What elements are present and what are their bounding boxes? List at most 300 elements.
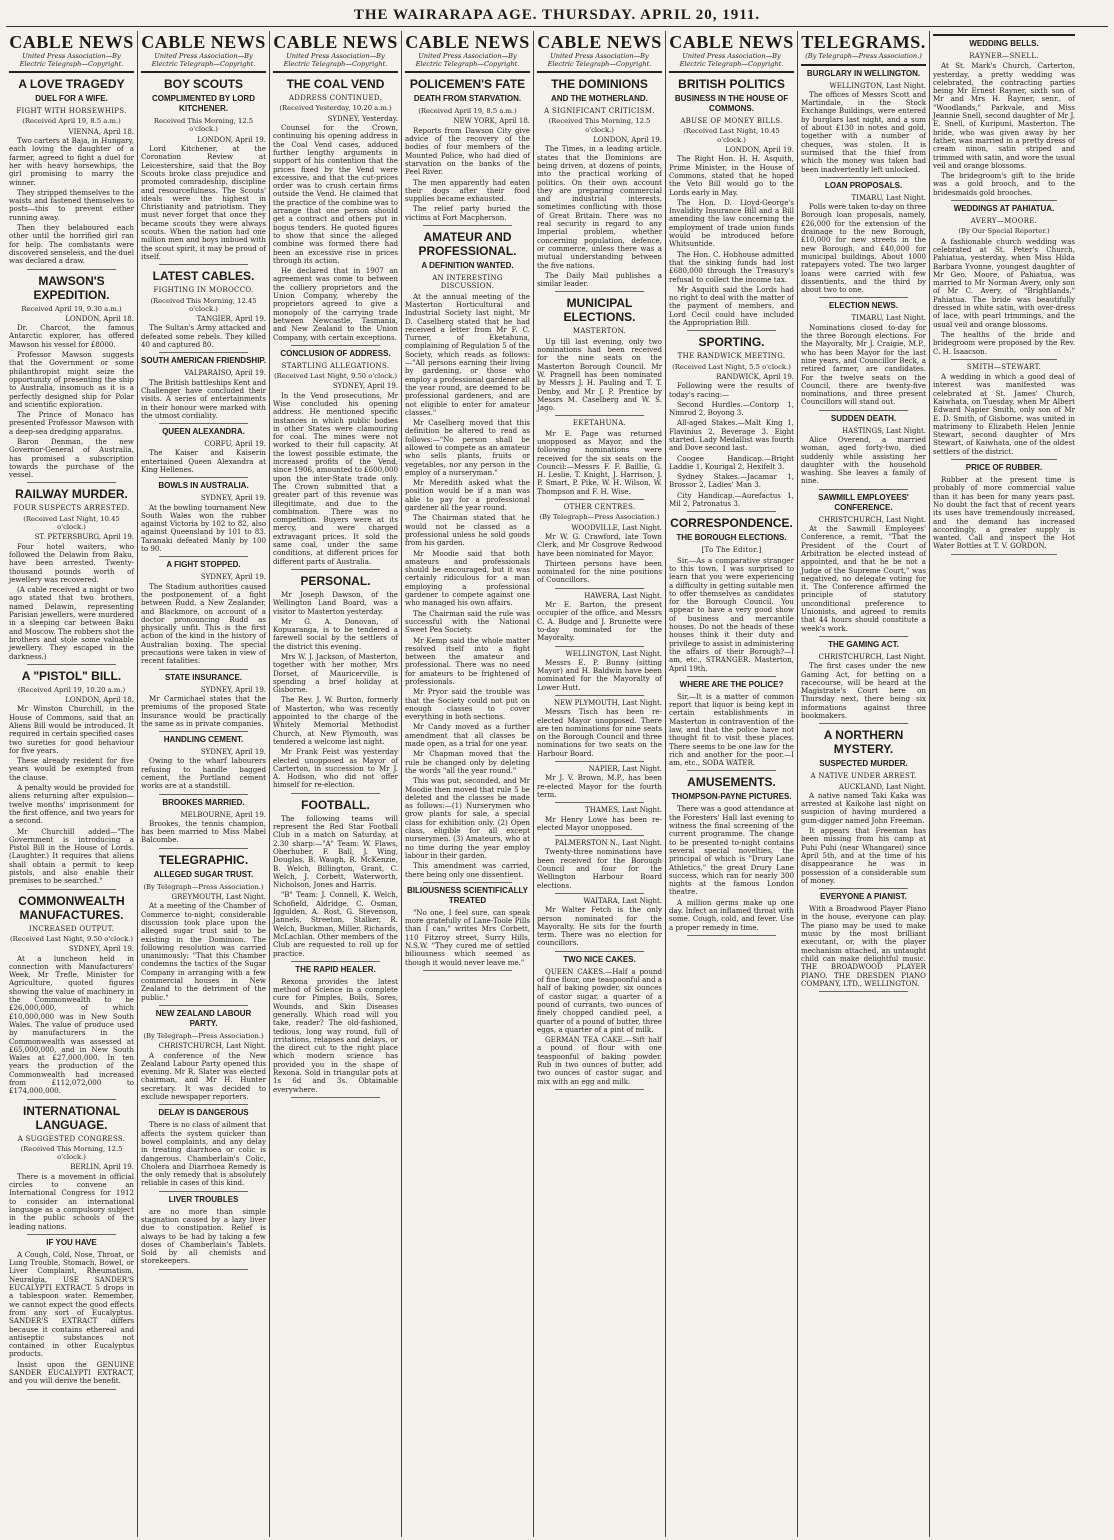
dateline: CHRISTCHURCH, Last Night. [158,1042,266,1051]
article-subhead: WEDDINGS AT PAHIATUA. [953,204,1055,214]
article-paragraph: Mr E. Page was returned unopposed as Mayor, and the following nominations were received for the six seats on the Council:—Messrs F. F. Baillie, G. H. Leslie, T. Knight, J. Harrison, J. P. Smart, P. Pike, W. H. Wilson, W. Thompson and F. H. Wise. [537,428,662,496]
article [273,574,398,794]
article-divider [291,793,380,794]
article-kicker: OTHER CENTRES. [563,503,636,512]
article [141,77,266,265]
article-divider [687,770,776,771]
article-subhead: AND THE MOTHERLAND. [551,94,648,104]
article [273,798,398,962]
article [141,427,266,478]
article-paragraph: At the annual meeting of the Masterton Horticultural and Industrial Society last night, Mr D. Caselberg stated that he had received a letter from Mr F. C. Turner, of Eketahuna, complaining of Regulation 5 of the Society, which reads as follows:—"All persons earning their living by gardening, or those who employ a professional gardener all the year round, are deemed to be professional gardeners, and are not eligible to enter for amateur classes." [405,291,530,417]
article-paragraph: The Rev. J. W. Burton, formerly of Masterton, who was recently appointed to the charge of the Whitely Memorial Methodist Church, at New Plymouth, was tendered a welcome last night. [273,695,398,746]
article-paragraph: Twenty-three nominations have been received for the Borough Council and four for the Wellington Harbour Board elections. [537,847,662,890]
article-paragraph: All-aged Stakes.—Malt King 1, Flavinius 2, Beverage 3. Eight started. Lady Medallist was fourth and Dove second last. [669,418,794,453]
article-paragraph: The Kaiser and Kaiserin entertained Queen Alexandra at King Hellenes. [141,448,266,474]
wire-credit: (By Telegraph—Press Association.) [805,52,922,60]
article [273,965,398,1098]
received-line: (Received April 19, 8.5 a.m.) [22,117,121,126]
article-subhead: LIVER TROUBLES [168,1194,239,1204]
article-divider [423,882,512,883]
dateline: SYDNEY, April 19. [68,945,134,954]
article [9,1104,134,1235]
article-divider [555,291,644,292]
article-divider [819,723,908,724]
article-kicker: ADDRESS CONTINUED. [288,94,383,103]
article-divider [951,200,1057,201]
dateline: WELLINGTON, Last Night. [565,649,662,658]
article [405,886,530,971]
article-kicker: EKETAHUNA. [572,419,627,428]
dateline: HASTINGS, Last Night. [842,426,926,435]
article [537,699,662,762]
article-divider [819,410,908,411]
article-subhead: THE GAMING ACT. [828,639,899,649]
article-subhead: SUDDEN DEATH. [830,413,897,423]
article [9,894,134,1100]
article [801,892,926,992]
dateline: LONDON, April 19. [725,146,794,155]
article-headline: THE COAL VEND [286,77,385,92]
article-divider [27,269,116,270]
article-paragraph: Sydney Stakes.—Jacamar 1, Brossor 2, Ladies' Man 3. [669,472,794,490]
received-line: (Received April 19, 10.20 a.m.) [17,685,126,694]
dateline: LONDON, April 19. [593,136,662,145]
article-paragraph: The Chairman stated that he would not be classed as a professional unless he sold goods from his garden. [405,513,530,548]
article-subhead: NEW ZEALAND LABOUR PARTY. [155,1008,252,1028]
article [801,493,926,637]
received-line: Received April 19, 9.30 a.m.) [21,304,122,313]
dateline: VALPARAISO, April 19. [184,369,266,378]
article-divider [819,177,908,178]
article-kicker: FIGHT WITH HORSEWHIPS. [16,107,127,116]
article [537,806,662,836]
article-paragraph: Two carters at Baja, in Hungary, each loving the daughter of a farmer, agreed to fight a duel for her with heavy horsewhips, the girl promising to marry the winner. [9,136,134,187]
article-paragraph: Mr Carmichael states that the premiums of the proposed State Insurance would be practically the same as in private companies. [141,693,266,728]
article-paragraph: At the Sawmill Employees' Conference, a remit, "That the President of the Court of Arbitration be elected instead of appointed, and that he be not a Judge of the Supreme Court," was negatived, no delegate voting for it. The Conference affirmed the principle of statutory unconditional preference to Unionists, and agreed to remits that 44 hours should constitute a week's work. [801,524,926,633]
article-paragraph: The Sultan's Army attacked and defeated some rebels. They killed 40 and captured 80. [141,323,266,350]
article [537,419,662,500]
article-paragraph: Brookes, the tennis champion, has been married to Miss Mabel Balcombe. [141,818,266,845]
article-headline: A LOVE TRAGEDY [18,77,125,92]
dateline: CORFU, April 19. [204,440,266,449]
article-paragraph: The men apparently had eaten their dogs after their food supplies became exhausted. [405,177,530,204]
article-headline: COMMONWEALTH MANUFACTURES. [18,893,125,922]
article [801,640,926,724]
section-rule [801,64,926,66]
article-divider [159,1005,248,1006]
article-divider [159,1104,248,1105]
article-paragraph: The following teams will represent the Red Star Football Club in a match on Saturday, at 2.30 sharp:—"A" Team: W. Flaws, Oberhuber, F. Ball, J. Wing, Douglas, B. Waugh, R. McKenzie, B. Welch, Billington, Grant, C. Welch, J. Corbett, Waterworth, Nicholson, Jones and Harris. [273,813,398,890]
article-paragraph: Up till last evening, only two nominations had been received for the nine seats on the Masterton Borough Council. Mr W. Pragnell has been nominated by Messrs J. H. Pauling and T. T. Denby, and Mr J. P. Prentice by Messrs M. Caselberg and W. S. Jago. [537,336,662,413]
article-paragraph: The Stadium authorities caused the postponement of a fight between Rudd, a New Zealander, and Blackmore, on account of a doctor pronouncing Rudd as physically unfit. This is the first action of the kind in the history of Australian boxing. The special precautions were taken in view of recent fatalities. [141,581,266,666]
article-divider [423,970,512,971]
article-headline: THE DOMINIONS [551,77,648,92]
article-paragraph: "B" Team: J. Connell, K. Welch, Schofield, Aldridge, C. Osman, Iggulden, A. Rost, G. Stevenson, Jannels, Streeton, Stalker, R. Welch, Buckman, Miller, Richards, McLachlan. Other members of the Club are requested to roll up for practice. [273,890,398,958]
article-divider [555,1089,644,1090]
article [669,680,794,772]
article-paragraph: The relief party buried the victims at Fort Macpherson. [405,204,530,222]
article-subhead: PRICE OF RUBBER. [965,463,1043,473]
article [537,592,662,647]
article-paragraph: The Right Hon. H. H. Asquith, Prime Minister, in the House of Commons, stated that he hoped the Veto Bill would go to the Lords early in May. [669,154,794,197]
article [141,356,266,424]
article-divider [159,477,248,478]
article-headline: FOOTBALL. [301,797,370,812]
article-divider [27,1099,116,1100]
dateline: AUCKLAND, Last Night. [838,782,926,791]
dateline: SYDNEY, April 19. [332,382,398,391]
article [801,301,926,410]
article [141,269,266,353]
article-divider [159,264,248,265]
article-headline: AMATEUR AND PROFESSIONAL. [418,230,517,259]
article-paragraph: Mr Caselberg moved that this definition be altered to read as follows:—"No person shall be allowed to compete as an amateur who sells plants, fruits or vegetables, nor any person in the employ of a nurseryman." [405,418,530,477]
article-headline: TELEGRAPHIC. [158,852,249,867]
wire-credit: United Press Association—By Electric Telegraph—Copyright. [679,52,784,68]
article-kicker: A NATIVE UNDER ARREST. [810,772,917,781]
article [141,1108,266,1191]
column-head: CABLE NEWS [669,32,794,52]
article [801,728,926,889]
article-paragraph: Polls were taken to-day on three Borough loan proposals, namely, £26,000 for the extension of the drainage to the new Borough, £10,000 for new streets in the new Borough, and £40,000 for municipal buildings. About 1000 ratepayers voted. The two larger loans were carried with few dissentients, and the third by about two to one. [801,202,926,295]
article-paragraph: Following were the results of today's racing:— [669,381,794,399]
article [141,1195,266,1270]
article-subhead: DEATH FROM STARVATION. [413,94,522,104]
article-kicker: [To The Editor.] [701,546,762,555]
article-divider [159,1191,248,1192]
received-line: (Received This Morning, 12.45 o'clock.) [150,296,257,313]
article-subhead: BILIOUSNESS SCIENTIFICALLY TREATED [406,885,529,905]
article-divider [555,761,644,762]
article-divider [687,330,776,331]
received-line: (By Telegraph—Press Association.) [143,882,264,891]
article-headline: LATEST CABLES. [152,269,255,284]
article-divider [291,1097,380,1098]
dateline: RANDWICK, April 19. [716,372,794,381]
article-divider [291,345,380,346]
article [405,230,530,883]
article-divider [159,352,248,353]
article-headline: RAILWAY MURDER. [15,487,128,502]
article-kicker: AVERY—MOORE. [970,217,1038,226]
article [141,673,266,732]
article-headline: INTERNATIONAL LANGUAGE. [22,1103,121,1132]
article-paragraph: Mr G. A. Donovan, of Kopuaranga, is to be tendered a farewell social by the settlers of the district this evening. [273,616,398,651]
section-rule [405,71,530,73]
article-divider [159,731,248,732]
dateline: TIMARU, Last Night. [851,314,926,323]
article-divider [27,889,116,890]
column-head: CABLE NEWS [273,32,398,52]
article [141,560,266,669]
received-line: (By Telegraph—Press Association.) [143,1031,264,1040]
article [9,274,134,484]
article [933,204,1075,360]
article-subhead: DUEL FOR A WIFE. [35,94,108,104]
article [669,335,794,512]
article-subhead: EVERYONE A PIANIST. [820,892,907,902]
article-paragraph: A native named Taki Kaka was arrested at Kaikohe last night on suspicion of having murdered a gum-digger named John Freeman. [801,790,926,825]
article [933,363,1075,460]
article-paragraph: Alice Overend, a married woman, aged forty-two, died suddenly while assisting her daughter with the household washing. She leaves a family of nine. [801,434,926,486]
article-headline: PERSONAL. [300,573,371,588]
article-paragraph: Mr Churchill added—"The Government is introducing a Pistol Bill in the House of Lords. (Laughter.) It requires that aliens shall obtain a permit to keep pistols, and also enable their premises to be searched." [9,826,134,886]
article-paragraph: At St. Mark's Church, Carterton, yesterday, a pretty wedding was celebrated, the contracting parties being Mr Ernest Rayner, sixth son of Mr and Mrs H. Rayner, senr., of "Woodlands," Parkvale, and Miss Jeannie Snell, second daughter of Mr J. E. Snell, of Kuripuni, Masterton. The bride, who was given away by her father, was married in a pretty dress of cream ninon, satin striped and trimmed with satin, and wore the usual veil and orange blossoms. [933,61,1075,170]
article-kicker: MASTERTON. [572,327,627,336]
article-divider [555,893,644,894]
dateline: GREYMOUTH, Last Night. [171,893,266,902]
article-divider [159,556,248,557]
article-paragraph: The Hon. C. Hobhouse admitted that the sinking funds had lost £680,000 through the Treasury's refusal to collect the income tax. [669,249,794,284]
article-paragraph: Mr Henry Lowe has been re-elected Mayor unopposed. [537,814,662,832]
section-rule [141,71,266,73]
wire-credit: United Press Association—By Electric Telegraph—Copyright. [415,52,520,68]
article-headline: A NORTHERN MYSTERY. [823,728,904,757]
dateline: CHRISTCHURCH, Last Night. [818,652,926,661]
article-divider [819,991,908,992]
article-paragraph: Mr Walter Fetch is the only person nominated for the Mayoralty. He sits for the fourth term. There was no election for councillors. [537,905,662,948]
article-divider [159,1269,248,1270]
article-kicker: A SIGNIFICANT CRITICISM. [544,107,655,116]
dateline: SYDNEY, Yesterday. [327,114,398,123]
dateline: CHRISTCHURCH, Last Night. [818,515,926,524]
article-divider [27,482,116,483]
article-divider [555,802,644,803]
column-1 [6,31,138,1537]
article-paragraph: Mr Winston Churchill, in the House of Commons, said that an Aliens Bill would be introduced. It required in certain specified cases two sureties for good behaviour for five years. [9,704,134,755]
article-paragraph: Mr Asquith said the Lords had no right to deal with the matter of the payment of members, and Lord Cecil could have included the Appropriation Bill. [669,284,794,328]
article [405,77,530,226]
article-divider [819,489,908,490]
wire-credit: United Press Association—By Electric Telegraph—Copyright. [283,52,388,68]
article [801,69,926,178]
dateline: THAMES, Last Night. [585,806,662,815]
dateline: WAITARA, Last Night. [583,896,662,905]
dateline: LONDON, April 19. [197,135,266,144]
article-paragraph: are no more than simple stagnation caused by a lazy liver due to constipation. Relief is always to be had by taking a few doses of Chamberlain's Tablets. Sold by all chemists and storekeepers. [141,1206,266,1266]
article-kicker: AN INTERESTING DISCUSSION. [432,274,503,291]
article-paragraph: GERMAN TEA CAKE.—Sift half a pound of flour with one teaspoonful of baking powder. Rub in two ounces of butter, add two ounces of castor sugar, and mix with an egg and milk. [537,1035,662,1086]
article-subhead: DELAY IS DANGEROUS [158,1108,249,1118]
article-subhead: WEDDING BELLS. [969,39,1039,48]
article-divider [159,423,248,424]
section-rule [537,71,662,73]
article-subhead: ELECTION NEWS. [829,301,898,311]
column-5 [534,31,666,1537]
column-3 [270,31,402,1537]
article-paragraph: At the bowling tournament New South Wales won the rubber against Victoria by 102 to 82, also against Queensland by 101 to 83. Taranaki defeated Manly by 100 to 90. [141,502,266,554]
masthead: THE WAIRARAPA AGE. THURSDAY. APRIL 20, 1911. [6,4,1108,27]
received-line: (Received Last Night, 10.45 o'clock.) [683,127,780,144]
article-subhead: STATE INSURANCE. [164,672,243,682]
dateline: SYDNEY, April 19. [200,573,266,582]
article [669,516,794,676]
column-head: CABLE NEWS [405,32,530,52]
article-paragraph: A wedding in which a good deal of interest was manifested was celebrated at St. James' Church, Kaiwhata, on Tuesday, when Mr Albert Edward Napier Smith, only son of Mr E. D. Smith, of Gisborne, was united in matrimony to Elizabeth Helen Jennie Stewart, second daughter of Mrs Stewart, of Kaiwhata, one of the oldest settlers of the district. [933,372,1075,456]
article-divider [555,646,644,647]
column-4 [402,31,534,1537]
article-paragraph: Insist upon the GENUINE SANDER EUCALYPTI EXTRACT, and you will derive the benefit. [9,1359,134,1386]
article-subhead: THOMPSON-PAYNE PICTURES. [671,792,792,802]
article-divider [819,888,908,889]
article-paragraph: Counsel for the Crown, continuing his opening address in the Coal Vend cases, adduced further lengthy arguments in support of his contention that the prices fixed by the Vend were excessive, and that the cut-prices order was to crush certain firms outside the Vend. He claimed that the practice of the combine was to arrange that one person should get a contract and others put in bogus tenders. He quoted figures to show that since the alleged combine was formed there had been an excessive rise in prices through its action. [273,123,398,265]
article-kicker: RAYNER—SNELL. [969,52,1039,60]
article-headline: CORRESPONDENCE. [670,516,793,531]
article-paragraph: With a Broadwood Player Piano in the house, everyone can play. The piano may be used to make music by the most brilliant executant, or, with the player mechanism attached, an untaught child can make delightful music. THE BROADWOOD PLAYER PIANO. THE DRESDEN PIANO COMPANY, LTD., WELLINGTON. [801,904,926,988]
article-divider [27,1234,116,1235]
received-line: (Received This Morning, 12.5 o'clock.) [20,1144,123,1162]
column-8 [930,31,1078,1537]
article-subhead: TWO NICE CAKES. [563,954,636,964]
article [537,897,662,952]
article-subhead: LOAN PROPOSALS. [824,180,903,190]
dateline: TANGIER, April 19. [196,315,266,324]
article-paragraph: QUEEN CAKES.—Half a pound of fine flour, one teaspoonful and a half of baking powder, six ounces of castor sugar, a quarter of a pound of currants, two ounces of finely chopped candied peel, a quarter of a pound of butter, three eggs, a quarter of a pint of milk. [537,966,662,1034]
dateline: HAWERA, Last Night. [584,591,662,600]
article-paragraph: At a luncheon held in connection with Manufacturers' Week, Mr Trefle, Minister for Agriculture, quoted figures showing the value of machinery in the Commonwealth to be £26,000,000, of which £10,000,000 was in New South Wales. The value of produce used by manufacturers in the Commonwealth was assessed at £65,000,000, and in New South Wales at £27,000,000. In ten years the production of the Commonwealth had increased from £112,072,000 to £174,000,000. [9,953,134,1096]
article [537,839,662,894]
article-subhead: SOUTH AMERICAN FRIENDSHIP. [141,356,266,366]
article-kicker: INCREASED OUTPUT. [28,924,115,933]
article-divider [555,695,644,696]
article-divider [27,1389,116,1390]
article-subhead: HANDLING CEMENT. [163,735,244,745]
article-paragraph: A conference of the New Zealand Labour Party opened this evening. Mr R. Slater was elected chairman, and Mr H. Hunter secretary. It was decided to exclude newspaper reporters. [141,1050,266,1102]
article-paragraph: Mr Pryor said the trouble was that the Society could not put on enough classes to cover everything in both sections. [405,687,530,722]
article-subhead: BOWLS IN AUSTRALIA. [158,481,249,491]
article-paragraph: Lord Kitchener, at the Coronation Review at Leicestershire, said that the Boy Scouts broke class prejudice and promoted comradeship, discipline and resourcefulness. The Scouts' ideals were the highest in Christianity and patriotism. They must never forget that once they became scouts they were always scouts. When the nation had one million men and boys imbued with the scout spirit, it may be proud of itself. [141,144,266,261]
received-line: (Received Last Night, 9.50 o'clock.) [273,372,398,381]
article-subhead: IF YOU HAVE [46,1237,97,1247]
article-divider [951,359,1057,360]
article-divider [291,569,380,570]
article [537,296,662,416]
article-subhead: A DEFINITION WANTED. [421,261,514,271]
received-line: (Received This Morning, 12.5 o'clock.) [548,117,651,134]
article-paragraph: Mr Kemp said the whole matter resolved itself into a fight between the amateur and professional. There was no need for amateurs to be frightened of professionals. [405,635,530,686]
dateline: PALMERSTON N., Last Night. [554,839,662,848]
dateline: MELBOURNE, April 19. [180,810,266,819]
dateline: BERLIN, April 19. [70,1163,134,1172]
article-paragraph: The offices of Messrs Scott and Martindale, in the Stock Exchange Buildings, were entered by burglars last night, and a sum of about £130 in notes and gold, together with a number of cheques, was stolen. It is surmised that the thief from which the money was taken had been inadvertently left unlocked. [801,89,926,174]
dateline: NEW PLYMOUTH, Last Night. [553,699,662,707]
article-paragraph: Messrs Tisch has been re-elected Mayor unopposed. There are ten nominations for nine seats on the Borough Council and three nominations for two seats on the Harbour Board. [537,707,662,758]
article-divider [159,794,248,795]
article-divider [555,499,644,500]
article-paragraph: There was a good attendance at the Foresters' Hall last evening to witness the final screening of the current programme. The change to be presented to-night contains several special novelties, the principal of which is "Drury Lane Athletics," the great Drury Lane success, which ran for nearly 300 nights at the famous London theatre. [669,804,794,897]
article-paragraph: Sir,—It is a matter of common report that liquor is being kept in certain establishments in Masterton in contravention of the law, and that the police have not thought fit to visit these places. There seems to be one law for the rich and another for the poor.—I am, etc., SODA WATER. [669,691,794,768]
article-subhead: THE RAPID HEALER. [295,964,376,974]
article-paragraph: Mr Candy moved as a further amendment that all classes be made open, as a trial for one year. [405,722,530,749]
article-subhead: CONCLUSION OF ADDRESS. [280,348,391,358]
article [273,77,398,346]
article-paragraph: Mrs W. J. Jackson, of Masterton, together with her mother, Mrs Dorset, of Mauricerville, is spending a brief holiday at Gisborne. [273,652,398,695]
article-paragraph: Sir,—As a comparative stranger to this town, I was surprised to learn that you were experiencing a difficulty in getting suitable men to offer themselves as candidates for the Borough Council. You appear to have a very good show of business and mercantile houses. Do not the heads of these houses think it their duty and privilege to assist in administering the affairs of their Borough?—I am, etc., STRANGER. Masterton, April 19th. [669,555,794,673]
article-paragraph: There is a movement in official circles to convene an International Congress for 1912 to consider an international language as a compulsory subject in the public schools of the leading nations. [9,1171,134,1231]
article-kicker: FOUR SUSPECTS ARRESTED. [13,504,130,513]
article-paragraph: Nominations closed to-day for the three Borough elections. For the Mayoralty, Mr J. Craigie, M.P., who has been Mayor for the last nine years, and Councillor Beck, a retired farmer, are candidates. For the twelve seats on the Council, there are twenty-five nominations, and three present Councillors will stand out. [801,322,926,407]
article-paragraph: Mr Frank Feist was yesterday elected unopposed as Mayor of Carterton, in succession to Mr J. A. Hodson, who did not offer himself for re-election. [273,747,398,790]
article-divider [951,459,1057,460]
article-paragraph: Mr J. V. Brown, M.P., has been re-elected Mayor for the fourth term. [537,773,662,799]
article-paragraph: The bridegroom's gift to the bride was a gold brooch, and to the bridesmaids gold brooches. [933,171,1075,197]
dateline: LONDON, April 18. [65,314,134,323]
article-paragraph: Thirteen persons have been nominated for the nine positions of Councillors. [537,558,662,585]
article-subhead: COMPLIMENTED BY LORD KITCHENER. [152,94,255,114]
article-headline: SPORTING. [698,335,765,350]
article-paragraph: It appears that Freeman has been missing from his camp at Puhi Puhi (near Whangarei) since April 5th, and at the time of his disappearance he was in possession of a considerable sum of money. [801,826,926,885]
article-subhead: A FIGHT STOPPED. [166,560,241,570]
article-paragraph: The Chairman said the rule was successful with the National Sweet Pea Society. [405,608,530,635]
received-line: (Received Last Night, 9.50 o'clock.) [9,934,134,943]
article [141,481,266,557]
article-paragraph: Messrs E. P. Bunny (sitting Mayor) and H. Baldwin have been nominated for the Mayoralty of Lower Hutt. [537,657,662,692]
article-subhead: BURGLARY IN WELLINGTON. [806,68,921,78]
article-subhead: SAWMILL EMPLOYEES' CONFERENCE. [818,492,909,512]
article-paragraph: Owing to the wharf labourers refusing to handle bagged cement, the Portland cement works are at a standstill. [141,756,266,791]
dateline: SYDNEY, April 19. [200,748,266,757]
article-kicker: ABUSE OF MONEY BILLS. [680,117,783,126]
article-paragraph: Rubber at the present time is probably of more commercial value than it has been for many years past. No doubt the fact that of recent years its uses have tremendously increased, and the demand has increased accordingly, a greater supply is wanted. Call and inspect the Hot Water Bottles at T. V. GORDON. [933,475,1075,551]
section-rule [933,34,1075,36]
dateline: SYDNEY, April 19. [200,494,266,503]
article-paragraph: The Prince of Monaco has presented Professor Mawson with a deep-sea dredging apparatus. [9,410,134,436]
article-paragraph: Rexona provides the latest method of Science in a complete cure for Pimples, Boils, Sores, Wounds, and Skin Diseases generally. Which road will you take, reader? The old-fashioned, tedious, long way round, full of irritations, relapses and delays, or the direct cut to the right place which modern science has provided you in the shape of Rexona. Sold in triangular pots at 1s 6d and 3s. Obtainable everywhere. [273,976,398,1094]
dateline: WOODVILLE, Last Night. [571,523,662,532]
article [801,181,926,299]
article-headline: BRITISH POLITICS [678,77,785,92]
article-paragraph: Mr E. Barton, the present occupier of the office, and Messrs C. A. Budge and J. Brunette were to-day nominated for the Mayoralty. [537,600,662,643]
article-kicker: STARTLING ALLEGATIONS. [281,361,390,370]
article-divider [687,511,776,512]
article [9,487,134,664]
columns-container [6,31,1108,1537]
article-divider [555,951,644,952]
received-line: (Received Last Night, 10.45 o'clock.) [23,514,120,532]
article-paragraph: Then they belaboured each other until the horrified girl ran for help. The combatants were discovered senseless, and the duel was declared a draw. [9,223,134,266]
article [9,669,134,890]
article [933,39,1075,201]
section-rule [669,71,794,73]
received-line: (Received Yesterday, 10.20 a.m.) [279,104,392,113]
article-paragraph: Mr Joseph Dawson, of the Wellington Land Board, was a visitor to Masterton yesterday. [273,589,398,616]
received-line: (Received Last Night, 5.5 o'clock.) [672,362,791,371]
article-kicker: THE RANDWICK MEETING. [677,352,786,361]
article-kicker: A SUGGESTED CONGRESS. [17,1134,126,1143]
article-headline: MAWSON'S EXPEDITION. [33,273,110,302]
column-head: CABLE NEWS [537,32,662,52]
article-divider [951,554,1057,555]
article-subhead: THE BOROUGH ELECTIONS. [676,533,787,543]
article-paragraph: Mr Moodie said that both amateurs and professionals should be encouraged, but it was certainly ridiculous for a man employing a professional gardener to compete against one who managed his own affairs. [405,548,530,608]
article-paragraph: The Daily Mail publishes a similar leader. [537,270,662,289]
received-line: (Received April 19, 8.5 a.m.) [418,107,517,116]
article-paragraph: This amendment was carried, there being only one dissentient. [405,861,530,879]
article [141,735,266,794]
article [537,765,662,803]
article-paragraph: Second Hurdles.—Contorp 1, Nimrod 2, Boyong 3. [669,399,794,418]
article [537,503,662,589]
received-line: Received This Morning, 12.5 o'clock.) [153,117,254,134]
article-paragraph: Baron Denman, the new Governor-General of Australia, has promised a subscription towards the purchase of the vessel. [9,436,134,480]
wire-credit: United Press Association—By Electric Telegraph—Copyright. [547,52,652,68]
article [273,349,398,570]
article-divider [819,636,908,637]
article-subhead: BUSINESS IN THE HOUSE OF COMMONS. [674,94,789,114]
article-paragraph: This was put, seconded, and Mr Moodie then moved that rule 5 be deleted and the classes be made as follows:—(1) Nurserymen who grow plants for sale, a special class for exhibition only. (2) Open class, eligible for all except nurserymen. (3) Amateurs, who at no time during the year employ labour in their garden. [405,776,530,860]
article [669,775,794,935]
dateline: ST. PETERSBURG, April 19. [34,533,134,542]
